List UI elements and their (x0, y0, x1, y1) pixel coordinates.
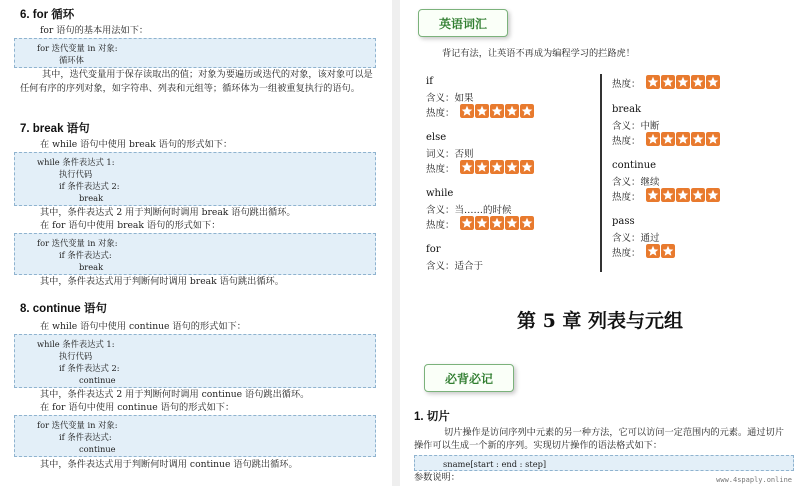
vocab-heat-label: 热度： (426, 164, 455, 175)
star-icon (646, 244, 660, 258)
star-icon (505, 216, 519, 230)
code-line: if 条件表达式: (59, 432, 112, 442)
section-7-mid2: 在 for 语句中使用 break 语句的形式如下： (40, 220, 221, 231)
star-icon (490, 160, 504, 174)
vocab-word-else: else (426, 132, 447, 143)
heat-stars-for (646, 75, 720, 89)
code-block-for-continue (14, 415, 376, 457)
code-block-for (14, 38, 376, 68)
star-icon (646, 132, 660, 146)
section-6-explain: 其中，迭代变量用于保存读取出的值；对象为要遍历或迭代的对象，该对象可以是任何有序的序列对象，如字符串、列表和元组等；循环体为一组被重复执行的语句。 (20, 69, 373, 94)
code-line: if 条件表达式 2: (59, 363, 120, 373)
star-icon (661, 244, 675, 258)
star-icon (475, 160, 489, 174)
section-7-title: 7. break 语句 (20, 123, 90, 135)
vocab-column-divider (600, 74, 602, 272)
heat-stars-if (460, 104, 534, 118)
section-8-intro: 在 while 语句中使用 continue 语句的形式如下： (40, 321, 246, 332)
code-line: continue (79, 375, 116, 385)
star-icon (661, 188, 675, 202)
star-icon (505, 104, 519, 118)
vocab-heat-label: 热度： (426, 108, 455, 119)
section-8-mid2: 在 for 语句中使用 continue 语句的形式如下： (40, 402, 235, 413)
star-icon (460, 216, 474, 230)
params-label: 参数说明： (414, 472, 460, 483)
section-7-end: 其中，条件表达式用于判断何时调用 break 语句跳出循环。 (40, 276, 284, 287)
vocab-tag-label: 英语词汇 (438, 16, 487, 31)
code-line: for 迭代变量 in 对象: (37, 238, 118, 248)
vocab-meaning-continue: 含义：继续 (612, 177, 660, 188)
star-icon (691, 132, 705, 146)
star-icon (676, 132, 690, 146)
star-icon (661, 75, 675, 89)
vocab-meaning-else: 词义：否则 (426, 149, 474, 160)
vocab-word-while: while (426, 188, 454, 199)
section-8-end: 其中，条件表达式用于判断何时调用 continue 语句跳出循环。 (40, 459, 298, 470)
left-page (0, 0, 393, 486)
must-remember-tag (424, 364, 514, 392)
code-line: for 迭代变量 in 对象: (37, 43, 118, 53)
page-gutter (392, 0, 400, 486)
right-page (400, 0, 800, 486)
star-icon (490, 104, 504, 118)
star-icon (691, 75, 705, 89)
star-icon (706, 132, 720, 146)
slice-text: 切片操作是访问序列中元素的另一种方法，它可以访问一定范围内的元素。通过切片操作可以生成一个新的序列。实现切片操作的语法格式如下： (414, 427, 784, 451)
star-icon (706, 75, 720, 89)
section-7-intro: 在 while 语句中使用 break 语句的形式如下： (40, 139, 233, 150)
code-block-for-break (14, 233, 376, 275)
star-icon (676, 188, 690, 202)
vocab-heat-label: 热度： (612, 192, 641, 203)
must-remember-label: 必背必记 (444, 371, 493, 386)
code-line: 执行代码 (59, 169, 93, 179)
code-block-while-continue (14, 334, 376, 388)
code-line: break (79, 193, 104, 203)
vocab-word-for: for (426, 244, 441, 255)
star-icon (676, 75, 690, 89)
code-line: break (79, 262, 104, 272)
star-icon (646, 188, 660, 202)
watermark: www.4spaply.online (716, 476, 792, 484)
code-line: while 条件表达式 1: (37, 339, 115, 349)
vocab-heat-label: 热度： (612, 79, 641, 90)
vocab-word-if: if (426, 76, 433, 87)
vocab-meaning-if: 含义：如果 (426, 93, 474, 104)
code-line: if 条件表达式 2: (59, 181, 120, 191)
code-line: 执行代码 (59, 351, 93, 361)
star-icon (646, 75, 660, 89)
slice-title: 1. 切片 (414, 411, 450, 423)
code-line: sname[start : end : step] (443, 459, 547, 469)
heat-stars-pass (646, 244, 675, 258)
vocab-heat-label: 热度： (426, 220, 455, 231)
vocab-heat-label: 热度： (612, 136, 641, 147)
vocab-meaning-break: 含义：中断 (612, 121, 660, 132)
slice-code-block (414, 455, 794, 471)
star-icon (520, 104, 534, 118)
section-7-mid1: 其中，条件表达式 2 用于判断何时调用 break 语句跳出循环。 (40, 207, 296, 218)
star-icon (475, 216, 489, 230)
vocab-tag (418, 9, 508, 37)
chapter-title: 第 5 章 列表与元组 (516, 310, 684, 332)
vocab-intro: 背记有法，让英语不再成为编程学习的拦路虎！ (442, 48, 635, 59)
star-icon (460, 104, 474, 118)
vocab-meaning-while: 含义：当……的时候 (426, 205, 512, 216)
vocab-word-pass: pass (612, 216, 635, 227)
star-icon (505, 160, 519, 174)
section-8-title: 8. continue 语句 (20, 303, 107, 315)
code-line: while 条件表达式 1: (37, 157, 115, 167)
section-6-title: 6. for 循环 (20, 9, 75, 21)
code-line: 循环体 (59, 55, 84, 65)
star-icon (691, 188, 705, 202)
vocab-word-continue: continue (612, 160, 657, 171)
heat-stars-continue (646, 188, 720, 202)
section-8-mid1: 其中，条件表达式 2 用于判断何时调用 continue 语句跳出循环。 (40, 389, 310, 400)
star-icon (520, 160, 534, 174)
star-icon (520, 216, 534, 230)
star-icon (475, 104, 489, 118)
heat-stars-while (460, 216, 534, 230)
code-line: continue (79, 444, 116, 454)
heat-stars-break (646, 132, 720, 146)
vocab-word-break: break (612, 104, 642, 115)
star-icon (706, 188, 720, 202)
heat-stars-else (460, 160, 534, 174)
star-icon (460, 160, 474, 174)
section-6-intro: for 语句的基本用法如下： (40, 25, 149, 36)
code-block-while-break (14, 152, 376, 206)
vocab-meaning-pass: 含义：通过 (612, 233, 660, 244)
code-line: for 迭代变量 in 对象: (37, 420, 118, 430)
star-icon (661, 132, 675, 146)
vocab-meaning-for: 含义：适合于 (426, 261, 484, 272)
code-line: if 条件表达式: (59, 250, 112, 260)
star-icon (490, 216, 504, 230)
vocab-heat-label: 热度： (612, 248, 641, 259)
